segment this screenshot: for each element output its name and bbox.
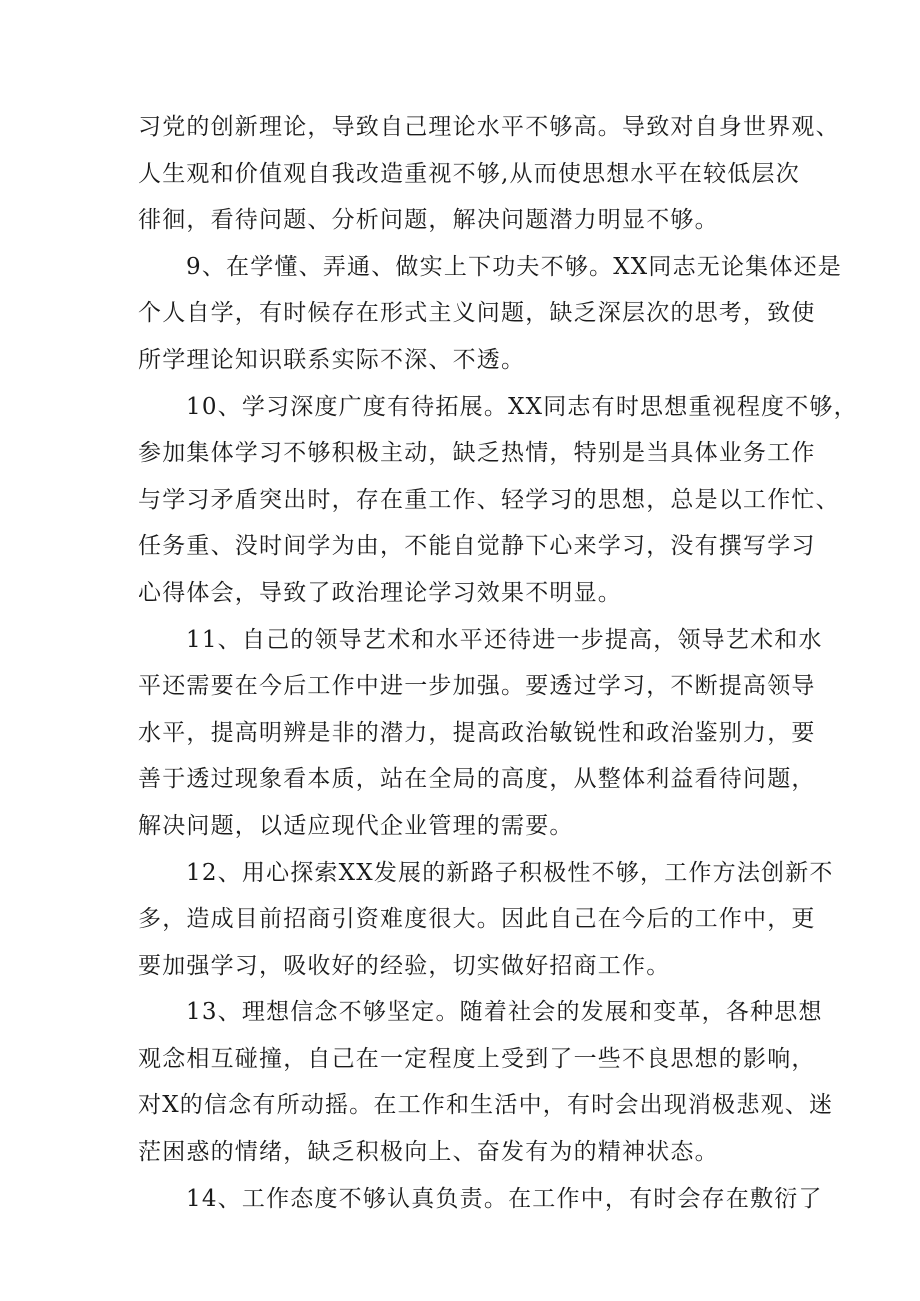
paragraph-start-line: 14、工作态度不够认真负责。在工作中，有时会存在敷衍了 (186, 1185, 823, 1212)
text-line: 水平，提高明辨是非的潜力，提高政治敏锐性和政治鉴别力，要 (138, 719, 816, 746)
paragraph-start-line: 9、在学懂、弄通、做实上下功夫不够。XX同志无论集体还是 (186, 253, 842, 280)
paragraph-start-line: 11、自己的领导艺术和水平还待进一步提高，领导艺术和水 (186, 626, 823, 653)
text-line: 观念相互碰撞，自己在一定程度上受到了一些不良思想的影响， (138, 1045, 816, 1072)
text-line: 徘徊，看待问题、分析问题，解决问题潜力明显不够。 (138, 207, 719, 234)
text-line: 个人自学，有时候存在形式主义问题，缺乏深层次的思考，致使 (138, 300, 816, 327)
text-line: 与学习矛盾突出时，存在重工作、轻学习的思想，总是以工作忙、 (138, 486, 840, 513)
paragraph-start-line: 10、学习深度广度有待拓展。XX同志有时思想重视程度不够， (186, 393, 858, 420)
text-line: 所学理论知识联系实际不深、不透。 (138, 346, 526, 373)
document-body (138, 104, 858, 1222)
text-line: 任务重、没时间学为由，不能自觉静下心来学习，没有撰写学习 (138, 533, 816, 560)
text-line: 参加集体学习不够积极主动，缺乏热情，特别是当具体业务工作 (138, 440, 816, 467)
paragraph-start-line: 12、用心探索XX发展的新路子积极性不够，工作方法创新不 (186, 859, 834, 886)
text-line: 习党的创新理论，导致自己理论水平不够高。导致对自身世界观、 (138, 114, 840, 140)
text-line: 解决问题，以适应现代企业管理的需要。 (138, 812, 574, 839)
paragraph-start-line: 13、理想信念不够坚定。随着社会的发展和变革，各种思想 (186, 999, 823, 1026)
text-line: 多，造成目前招商引资难度很大。因此自己在今后的工作中，更 (138, 906, 816, 933)
text-line: 心得体会，导致了政治理论学习效果不明显。 (138, 579, 622, 606)
text-line: 平还需要在今后工作中进一步加强。要透过学习，不断提高领导 (138, 673, 816, 700)
text-line: 要加强学习，吸收好的经验，切实做好招商工作。 (138, 952, 671, 979)
text-line: 茫困惑的情绪，缺乏积极向上、奋发有为的精神状态。 (138, 1139, 719, 1166)
text-line: 人生观和价值观自我改造重视不够,从而使思想水平在较低层次 (138, 160, 800, 187)
text-line: 善于透过现象看本质，站在全局的高度，从整体利益看待问题， (138, 766, 816, 793)
text-line: 对X的信念有所动摇。在工作和生活中，有时会出现消极悲观、迷 (138, 1092, 834, 1119)
